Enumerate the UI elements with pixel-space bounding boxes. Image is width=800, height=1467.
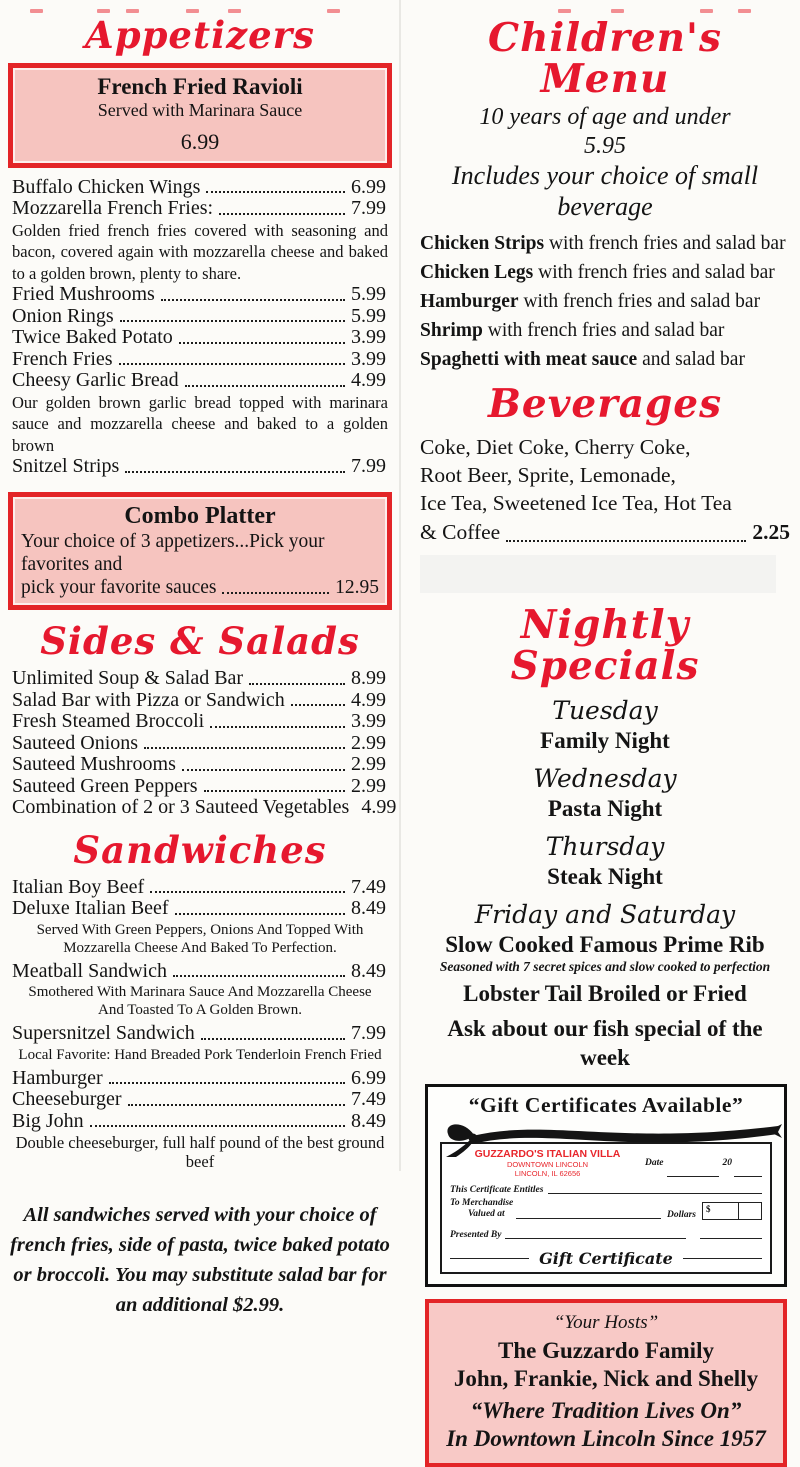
childrens-menu-heading: Children's Menu bbox=[488, 15, 722, 102]
weekend-special bbox=[420, 900, 790, 1072]
featured-sub: Served with Marinara Sauce bbox=[97, 100, 303, 121]
gift-certificate bbox=[440, 1142, 772, 1274]
dotted-leader bbox=[201, 1038, 345, 1040]
menu-item: Supersnitzel Sandwich 7.99 Local Favorite: Hand Breaded Pork Tenderloin French Fried bbox=[8, 1023, 392, 1068]
dotted-leader bbox=[222, 592, 329, 594]
menu-item: Combination of 2 or 3 Sauteed Vegetables 4.99 bbox=[12, 796, 397, 819]
children-sub2: Includes your choice of small beverage bbox=[451, 160, 759, 221]
hosts-since: In Downtown Lincoln Since 1957 bbox=[446, 1425, 766, 1451]
item-description: Served With Green Peppers, Onions And Topped With Mozzarella Cheese And Baked To Perfection. bbox=[36, 921, 364, 956]
blank-line bbox=[734, 1176, 762, 1177]
menu-item: Sauteed Mushrooms 2.99 bbox=[12, 753, 386, 776]
menu-item: Hamburger with french fries and salad bar bbox=[420, 290, 761, 312]
featured-box-ravioli bbox=[8, 63, 392, 168]
menu-item: Shrimp with french fries and salad bar bbox=[420, 319, 725, 341]
nightly-special: Thursday Steak Night bbox=[545, 831, 665, 889]
children-price: 5.95 bbox=[584, 132, 626, 159]
item-description: Golden fried french fries covered with seasoning and bacon, covered again with mozzarella cheese and baked to a golden brown, plenty to share. bbox=[12, 220, 388, 283]
menu-item: Deluxe Italian Beef 8.49 Served With Green Peppers, Onions And Topped With Mozzarella Cheese And Baked To Perfection. bbox=[8, 898, 392, 961]
gift-certificate-script: Gift Certificate bbox=[450, 1249, 762, 1268]
hosts-names: John, Frankie, Nick and Shelly bbox=[453, 1365, 759, 1391]
dotted-leader bbox=[219, 213, 345, 215]
weekend-day: Friday and Saturday bbox=[474, 899, 736, 929]
menu-item: Spaghetti with meat sauce and salad bar bbox=[420, 348, 745, 370]
item-description: Double cheeseburger, full half pound of the best ground beef bbox=[15, 1133, 385, 1172]
menu-item: Sauteed Onions 2.99 bbox=[12, 731, 386, 754]
menu-item: French Fries 3.99 bbox=[12, 347, 386, 370]
hosts-quote: “Your Hosts” bbox=[553, 1311, 659, 1333]
menu-item: Buffalo Chicken Wings 6.99 bbox=[12, 175, 386, 198]
dotted-leader bbox=[204, 790, 346, 792]
dotted-leader bbox=[185, 385, 345, 387]
rule-line bbox=[683, 1258, 762, 1259]
combo-title: Combo Platter bbox=[124, 502, 276, 529]
dotted-leader bbox=[144, 747, 345, 749]
nightly-specials-heading: Nightly Specials bbox=[510, 601, 700, 689]
beverage-lines bbox=[420, 433, 790, 517]
menu-item: Meatball Sandwich 8.49 Smothered With Marinara Sauce And Mozzarella Cheese And Toasted To A Golden Brown. bbox=[8, 961, 392, 1024]
dotted-leader bbox=[109, 1082, 345, 1084]
blank-line bbox=[516, 1218, 661, 1219]
menu-item: Snitzel Strips 7.99 bbox=[12, 455, 386, 478]
menu-item: Twice Baked Potato 3.99 bbox=[12, 326, 386, 349]
appetizers-list bbox=[8, 177, 392, 478]
menu-item: Italian Boy Beef 7.49 bbox=[12, 875, 386, 898]
blank-line bbox=[667, 1176, 718, 1177]
beverage-coffee-line: & Coffee 2.25 bbox=[420, 517, 790, 547]
presented-by-line: Presented By bbox=[450, 1230, 762, 1240]
ribbon-icon bbox=[438, 1114, 782, 1158]
sandwiches-heading: Sandwiches bbox=[73, 827, 327, 872]
sides-list bbox=[8, 667, 397, 819]
hosts-tagline: “Where Tradition Lives On” bbox=[470, 1397, 742, 1423]
item-description: Local Favorite: Hand Breaded Pork Tenderloin French Fried bbox=[18, 1046, 382, 1063]
scan-artifact-bar bbox=[420, 555, 776, 593]
prime-rib-note: Seasoned with 7 secret spices and slow cooked to perfection bbox=[439, 958, 771, 974]
fish-special-line: Ask about our fish special of the week bbox=[447, 1015, 763, 1070]
dotted-leader bbox=[179, 342, 345, 344]
page-seam bbox=[399, 0, 401, 1171]
children-sub1: 10 years of age and under bbox=[479, 103, 731, 130]
entitles-line: This Certificate Entitles bbox=[450, 1185, 762, 1195]
sandwich-footnote: All sandwiches served with your choice of french fries, side of pasta, twice baked potato or broccoli. You may substitute salad bar for an additional $2.99. bbox=[10, 1204, 390, 1317]
sides-heading: Sides & Salads bbox=[40, 619, 360, 664]
dotted-leader bbox=[173, 975, 345, 977]
menu-item: Fried Mushrooms 5.99 bbox=[12, 283, 386, 306]
business-addr2: LINCOLN, IL 62656 bbox=[514, 1168, 581, 1178]
dotted-leader bbox=[506, 540, 746, 542]
item-description: Smothered With Marinara Sauce And Mozzarella Cheese And Toasted To A Golden Brown. bbox=[28, 984, 372, 1019]
menu-item: Cheesy Garlic Bread 4.99 Our golden brown garlic bread topped with marinara sauce and mozzarella cheese and baked to a golden brown bbox=[8, 370, 392, 456]
menu-item: Onion Rings 5.99 bbox=[12, 304, 386, 327]
hosts-family: The Guzzardo Family bbox=[498, 1337, 714, 1363]
combo-price: 12.95 bbox=[335, 577, 379, 599]
right-column bbox=[420, 0, 790, 1467]
dotted-leader bbox=[206, 191, 345, 193]
menu-item: Unlimited Soup & Salad Bar 8.99 bbox=[12, 667, 386, 690]
menu-item: Chicken Legs with french fries and salad bar bbox=[420, 261, 775, 283]
dotted-leader bbox=[128, 1104, 345, 1106]
combo-platter-box bbox=[8, 492, 392, 611]
dotted-leader bbox=[150, 891, 345, 893]
dotted-leader bbox=[90, 1125, 345, 1127]
nightly-special: Wednesday Pasta Night bbox=[533, 763, 677, 821]
dotted-leader bbox=[182, 769, 345, 771]
nightly-specials-list bbox=[420, 696, 790, 891]
menu-item: Sauteed Green Peppers 2.99 bbox=[12, 774, 386, 797]
menu-item: Fresh Steamed Broccoli 3.99 bbox=[12, 710, 386, 733]
item-description: Our golden brown garlic bread topped with marinara sauce and mozzarella cheese and baked to a golden brown bbox=[12, 392, 388, 455]
featured-name: French Fried Ravioli bbox=[97, 73, 303, 99]
combo-line1: Your choice of 3 appetizers...Pick your favorites and bbox=[21, 531, 325, 576]
menu-item: Big John 8.49 Double cheeseburger, full half pound of the best ground beef bbox=[8, 1111, 392, 1175]
blank-line bbox=[505, 1238, 686, 1239]
sandwiches-list bbox=[8, 877, 392, 1175]
menu-item: Cheeseburger 7.49 bbox=[12, 1088, 386, 1111]
menu-item: Mozzarella French Fries: 7.99 Golden fried french fries covered with seasoning and bacon, covered again with mozzarella cheese and baked to a golden brown, plenty to share. bbox=[8, 198, 392, 284]
date-line: Date 20 bbox=[645, 1158, 762, 1178]
merchandise-line: To Merchandise Valued at Dollars $ bbox=[450, 1198, 762, 1220]
beverage-line: Root Beer, Sprite, Lemonade, bbox=[420, 462, 676, 487]
dotted-leader bbox=[125, 471, 345, 473]
dotted-leader bbox=[291, 704, 345, 706]
children-items bbox=[420, 229, 790, 374]
blank-line bbox=[700, 1238, 762, 1239]
beverage-line: Ice Tea, Sweetened Ice Tea, Hot Tea bbox=[420, 490, 732, 515]
rule-line bbox=[450, 1258, 529, 1259]
business-name: GUZZARDO'S ITALIAN VILLA bbox=[474, 1147, 621, 1160]
lobster-line: Lobster Tail Broiled or Fried bbox=[463, 980, 747, 1006]
menu-item: Salad Bar with Pizza or Sandwich 4.99 bbox=[12, 688, 386, 711]
blank-line bbox=[548, 1193, 762, 1194]
business-addr1: DOWNTOWN LINCOLN bbox=[506, 1159, 589, 1169]
dotted-leader bbox=[175, 913, 345, 915]
gift-banner: “Gift Certificates Available” bbox=[468, 1092, 744, 1117]
dotted-leader bbox=[210, 726, 345, 728]
prime-rib-line: Slow Cooked Famous Prime Rib bbox=[445, 931, 765, 957]
beverage-price: 2.25 bbox=[752, 519, 790, 544]
combo-line2: pick your favorite sauces 12.95 bbox=[21, 577, 379, 599]
beverage-line: Coke, Diet Coke, Cherry Coke, bbox=[420, 434, 691, 459]
dotted-leader bbox=[120, 320, 345, 322]
gift-certificate-box bbox=[425, 1084, 787, 1287]
dotted-leader bbox=[249, 683, 345, 685]
dollar-amount-box: $ bbox=[702, 1202, 762, 1220]
appetizers-heading: Appetizers bbox=[84, 13, 315, 57]
beverages-heading: Beverages bbox=[487, 380, 723, 427]
left-column bbox=[8, 0, 397, 1320]
featured-price: 6.99 bbox=[180, 128, 220, 154]
dotted-leader bbox=[119, 363, 345, 365]
nightly-special: Tuesday Family Night bbox=[540, 695, 670, 753]
menu-item: Chicken Strips with french fries and salad bar bbox=[420, 232, 786, 254]
menu-item: Hamburger 6.99 bbox=[12, 1066, 386, 1089]
hosts-box bbox=[425, 1299, 787, 1467]
dotted-leader bbox=[161, 299, 345, 301]
